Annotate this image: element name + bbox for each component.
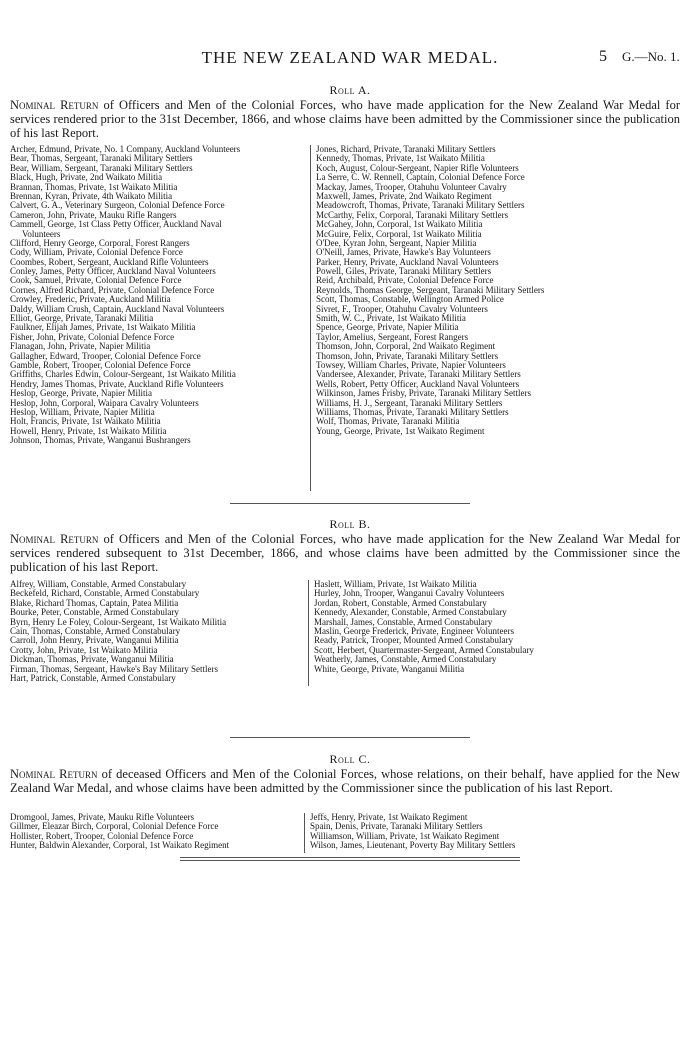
roll-entry: Alfrey, William, Constable, Armed Constabulary bbox=[10, 579, 187, 589]
roll-entry: Hart, Patrick, Constable, Armed Constabulary bbox=[10, 672, 176, 683]
roll-entry: Wilkinson, James Frisby, Private, Taranaki Military Settlers bbox=[316, 388, 531, 399]
roll-b-intro-text: of Officers and Men of the Colonial Forces, who have made application for the New Zealand War Medal for services rendered subsequent to 31st December, 1866, and whose claims have been admitted by the Commissioner since the publication of his last Report. bbox=[10, 532, 680, 574]
roll-entry: Hollister, Robert, Trooper, Colonial Defence Force bbox=[10, 830, 194, 841]
roll-c-right-column bbox=[310, 813, 695, 851]
roll-entry: Young, George, Private, 1st Waikato Regiment bbox=[316, 425, 485, 436]
roll-entry: Jordan, Robert, Constable, Armed Constabulary bbox=[314, 597, 487, 608]
roll-entry: Coombes, Robert, Sergeant, Auckland Rifle Volunteers bbox=[10, 256, 209, 267]
roll-entry: Meadowcroft, Thomas, Private, Taranaki Military Settlers bbox=[316, 200, 525, 211]
roll-entry: Heslop, William, Private, Napier Militia bbox=[10, 406, 155, 417]
roll-c-intro bbox=[10, 767, 680, 795]
roll-entry: Reid, Archibald, Private, Colonial Defence Force bbox=[316, 275, 494, 286]
roll-entry: Flanagan, John, Private, Napier Militia bbox=[10, 341, 151, 352]
roll-entry: Weatherly, James, Constable, Armed Constabulary bbox=[314, 654, 497, 665]
roll-entry: Ready, Patrick, Trooper, Mounted Armed Constabulary bbox=[314, 635, 514, 646]
roll-entry: Powell, Giles, Private, Taranaki Military Settlers bbox=[316, 266, 492, 277]
roll-entry: Cain, Thomas, Constable, Armed Constabulary bbox=[10, 625, 181, 636]
roll-entry: Calvert, G. A., Veterinary Surgeon, Colonial Defence Force bbox=[10, 200, 225, 211]
roll-entry: Byrn, Henry Le Foley, Colour-Sergeant, 1st Waikato Militia bbox=[10, 616, 227, 627]
roll-entry: Scott, Thomas, Constable, Wellington Armed Police bbox=[316, 294, 504, 305]
roll-entry: Conley, James, Petty Officer, Auckland Naval Volunteers bbox=[10, 266, 216, 277]
roll-entry: Dromgool, James, Private, Mauku Rifle Volunteers bbox=[10, 812, 195, 822]
roll-entry: Reynolds, Thomas George, Sergeant, Taranaki Military Settlers bbox=[316, 284, 545, 295]
roll-entry: Williams, Thomas, Private, Taranaki Military Settlers bbox=[316, 406, 509, 417]
roll-a-heading: Roll A. bbox=[329, 83, 371, 97]
roll-entry: Wilson, James, Lieutenant, Poverty Bay Military Settlers bbox=[310, 840, 516, 851]
roll-entry: Brannan, Thomas, Private, 1st Waikato Militia bbox=[10, 181, 178, 192]
roll-entry: Elliot, George, Private, Taranaki Militia bbox=[10, 313, 154, 324]
roll-entry: Fisher, John, Private, Colonial Defence Force bbox=[10, 331, 175, 342]
roll-c-heading: Roll C. bbox=[329, 752, 371, 766]
roll-entry: Beckefeld, Richard, Constable, Armed Constabulary bbox=[10, 588, 200, 599]
roll-a-right-column bbox=[316, 145, 696, 436]
end-rule-bottom bbox=[180, 860, 520, 861]
roll-entry: Williamson, William, Private, 1st Waikato Regiment bbox=[310, 830, 500, 841]
roll-entry: Cook, Samuel, Private, Colonial Defence Force bbox=[10, 275, 182, 286]
roll-entry: Heslop, John, Corporal, Waipara Cavalry Volunteers bbox=[10, 397, 199, 408]
column-divider bbox=[304, 813, 305, 853]
roll-entry: Dickman, Thomas, Private, Wanganui Militia bbox=[10, 654, 174, 665]
roll-entry: Black, Hugh, Private, 2nd Waikato Militia bbox=[10, 172, 163, 183]
roll-c-left-column bbox=[10, 813, 305, 851]
roll-entry: Parker, Henry, Private, Auckland Naval Volunteers bbox=[316, 256, 499, 267]
roll-entry: Maxwell, James, Private, 2nd Waikato Regiment bbox=[316, 190, 492, 201]
roll-entry: Cammell, George, 1st Class Petty Officer, Auckland Naval bbox=[10, 219, 222, 230]
roll-entry: Smith, W. C., Private, 1st Waikato Militia bbox=[316, 313, 466, 324]
roll-entry: Heslop, George, Private, Napier Militia bbox=[10, 388, 153, 399]
roll-b-left-column bbox=[10, 580, 305, 683]
roll-entry: Kennedy, Alexander, Constable, Armed Constabulary bbox=[314, 607, 507, 618]
roll-entry: Griffiths, Charles Edwin, Colour-Sergeant, 1st Waikato Militia bbox=[10, 369, 236, 380]
roll-entry: Koch, August, Colour-Sergeant, Napier Rifle Volunteers bbox=[316, 162, 519, 173]
roll-entry: Thomson, John, Private, Taranaki Military Settlers bbox=[316, 350, 499, 361]
roll-entry: Clifford, Henry George, Corporal, Forest Rangers bbox=[10, 237, 190, 248]
roll-c-intro-text: of deceased Officers and Men of the Colonial Forces, whose relations, on their behalf, have applied for the New Zealand War Medal, and whose claims have been admitted by the Commissioner since the publication of his last Report. bbox=[10, 767, 680, 795]
roll-entry: Wells, Robert, Petty Officer, Auckland Naval Volunteers bbox=[316, 378, 520, 389]
roll-entry: La Serre, C. W. Rennell, Captain, Colonial Defence Force bbox=[316, 172, 525, 183]
roll-entry: Towsey, William Charles, Private, Napier Volunteers bbox=[316, 359, 506, 370]
roll-entry: Mackay, James, Trooper, Otahuhu Volunteer Cavalry bbox=[316, 181, 507, 192]
roll-entry: Thomson, John, Corporal, 2nd Waikato Regiment bbox=[316, 341, 496, 352]
roll-entry: Brennan, Kyran, Private, 4th Waikato Militia bbox=[10, 190, 173, 201]
section-rule bbox=[230, 503, 470, 504]
roll-entry: Crotty, John, Private, 1st Waikato Militia bbox=[10, 644, 158, 655]
roll-entry: Cameron, John, Private, Mauku Rifle Rangers bbox=[10, 209, 177, 220]
roll-entry: McGahey, John, Corporal, 1st Waikato Militia bbox=[316, 219, 483, 230]
section-rule bbox=[230, 737, 470, 738]
roll-entry: Crowley, Frederic, Private, Auckland Militia bbox=[10, 294, 171, 305]
roll-entry: Gillmer, Eleazar Birch, Corporal, Colonial Defence Force bbox=[10, 821, 219, 832]
roll-entry: Bourke, Peter, Constable, Armed Constabulary bbox=[10, 607, 179, 618]
roll-entry: Johnson, Thomas, Private, Wanganui Bushrangers bbox=[10, 435, 191, 446]
roll-entry: Holt, Francis, Private, 1st Waikato Militia bbox=[10, 416, 161, 427]
roll-entry: Hunter, Baldwin Alexander, Corporal, 1st Waikato Regiment bbox=[10, 840, 230, 851]
page-header bbox=[0, 48, 700, 68]
roll-entry: Scott, Herbert, Quartermaster-Sergeant, Armed Constabulary bbox=[314, 644, 534, 655]
roll-entry: O'Neill, James, Private, Hawke's Bay Volunteers bbox=[316, 247, 491, 258]
roll-entry: Vandersee, Alexander, Private, Taranaki Military Settlers bbox=[316, 369, 521, 380]
roll-a-intro-text: of Officers and Men of the Colonial Forces, who have made application for the New Zealand War Medal for services rendered prior to the 31st December, 1866, and whose claims have been admitted by the Commissioner since the publication of his last Report. bbox=[10, 98, 680, 140]
page-number: 5 bbox=[599, 48, 607, 65]
roll-entry: Carroll, John Henry, Private, Wanganui Militia bbox=[10, 635, 179, 646]
roll-entry: Bear, William, Sergeant, Taranaki Military Settlers bbox=[10, 162, 193, 173]
roll-entry: Hurley, John, Trooper, Wanganui Cavalry Volunteers bbox=[314, 588, 505, 599]
roll-b-intro bbox=[10, 532, 680, 574]
roll-entry: Spence, George, Private, Napier Militia bbox=[316, 322, 459, 333]
roll-entry: White, George, Private, Wanganui Militia bbox=[314, 663, 465, 674]
roll-entry: McCarthy, Felix, Corporal, Taranaki Military Settlers bbox=[316, 209, 509, 220]
roll-entry: Jones, Richard, Private, Taranaki Military Settlers bbox=[316, 144, 496, 154]
roll-entry: Williams, H. J., Sergeant, Taranaki Military Settlers bbox=[316, 397, 503, 408]
roll-entry: Blake, Richard Thomas, Captain, Patea Militia bbox=[10, 597, 179, 608]
roll-entry: McGuire, Felix, Corporal, 1st Waikato Militia bbox=[316, 228, 482, 239]
page-title: THE NEW ZEALAND WAR MEDAL. bbox=[201, 48, 499, 67]
roll-a-intro bbox=[10, 98, 680, 140]
roll-b-heading: Roll B. bbox=[329, 517, 371, 531]
roll-entry: Gamble, Robert, Trooper, Colonial Defence Force bbox=[10, 359, 191, 370]
document-reference: G.—No. 1. bbox=[622, 49, 680, 64]
roll-entry: Wolf, Thomas, Private, Taranaki Militia bbox=[316, 416, 460, 427]
roll-entry: Kennedy, Thomas, Private, 1st Waikato Militia bbox=[316, 153, 485, 164]
roll-entry: Haslett, William, Private, 1st Waikato Militia bbox=[314, 579, 477, 589]
roll-entry: Archer, Edmund, Private, No. 1 Company, Auckland Volunteers bbox=[10, 144, 241, 154]
roll-entry: Jeffs, Henry, Private, 1st Waikato Regiment bbox=[310, 812, 468, 822]
roll-c-intro-lead: Nominal Return bbox=[10, 767, 98, 781]
roll-entry: Cornes, Alfred Richard, Private, Colonial Defence Force bbox=[10, 284, 215, 295]
roll-entry: Bear, Thomas, Sergeant, Taranaki Military Settlers bbox=[10, 153, 193, 164]
roll-entry: Sivret, F., Trooper, Otahuhu Cavalry Volunteers bbox=[316, 303, 488, 314]
roll-entry: Hendry, James Thomas, Private, Auckland Rifle Volunteers bbox=[10, 378, 224, 389]
roll-entry: Spain, Denis, Private, Taranaki Military Settlers bbox=[310, 821, 483, 832]
roll-entry: Cody, William, Private, Colonial Defence Force bbox=[10, 247, 183, 258]
roll-entry: Marshall, James, Constable, Armed Constabulary bbox=[314, 616, 493, 627]
roll-entry: O'Dee, Kyran John, Sergeant, Napier Militia bbox=[316, 237, 477, 248]
roll-entry: Daldy, William Crush, Captain, Auckland Naval Volunteers bbox=[10, 303, 225, 314]
roll-entry: Faulkner, Elijah James, Private, 1st Waikato Militia bbox=[10, 322, 196, 333]
roll-entry: Volunteers bbox=[22, 228, 61, 239]
end-rule-top bbox=[180, 857, 520, 858]
roll-a-intro-lead: Nominal Return bbox=[10, 98, 99, 112]
roll-entry: Maslin, George Frederick, Private, Engineer Volunteers bbox=[314, 625, 514, 636]
roll-entry: Taylor, Amelius, Sergeant, Forest Rangers bbox=[316, 331, 469, 342]
column-divider bbox=[310, 145, 311, 491]
roll-entry: Firman, Thomas, Sergeant, Hawke's Bay Military Settlers bbox=[10, 663, 219, 674]
roll-entry: Gallagher, Edward, Trooper, Colonial Defence Force bbox=[10, 350, 201, 361]
roll-entry: Howell, Henry, Private, 1st Waikato Militia bbox=[10, 425, 167, 436]
column-divider bbox=[308, 580, 309, 686]
roll-b-intro-lead: Nominal Return bbox=[10, 532, 99, 546]
roll-a-left-column bbox=[10, 145, 305, 446]
roll-b-right-column bbox=[314, 580, 694, 674]
